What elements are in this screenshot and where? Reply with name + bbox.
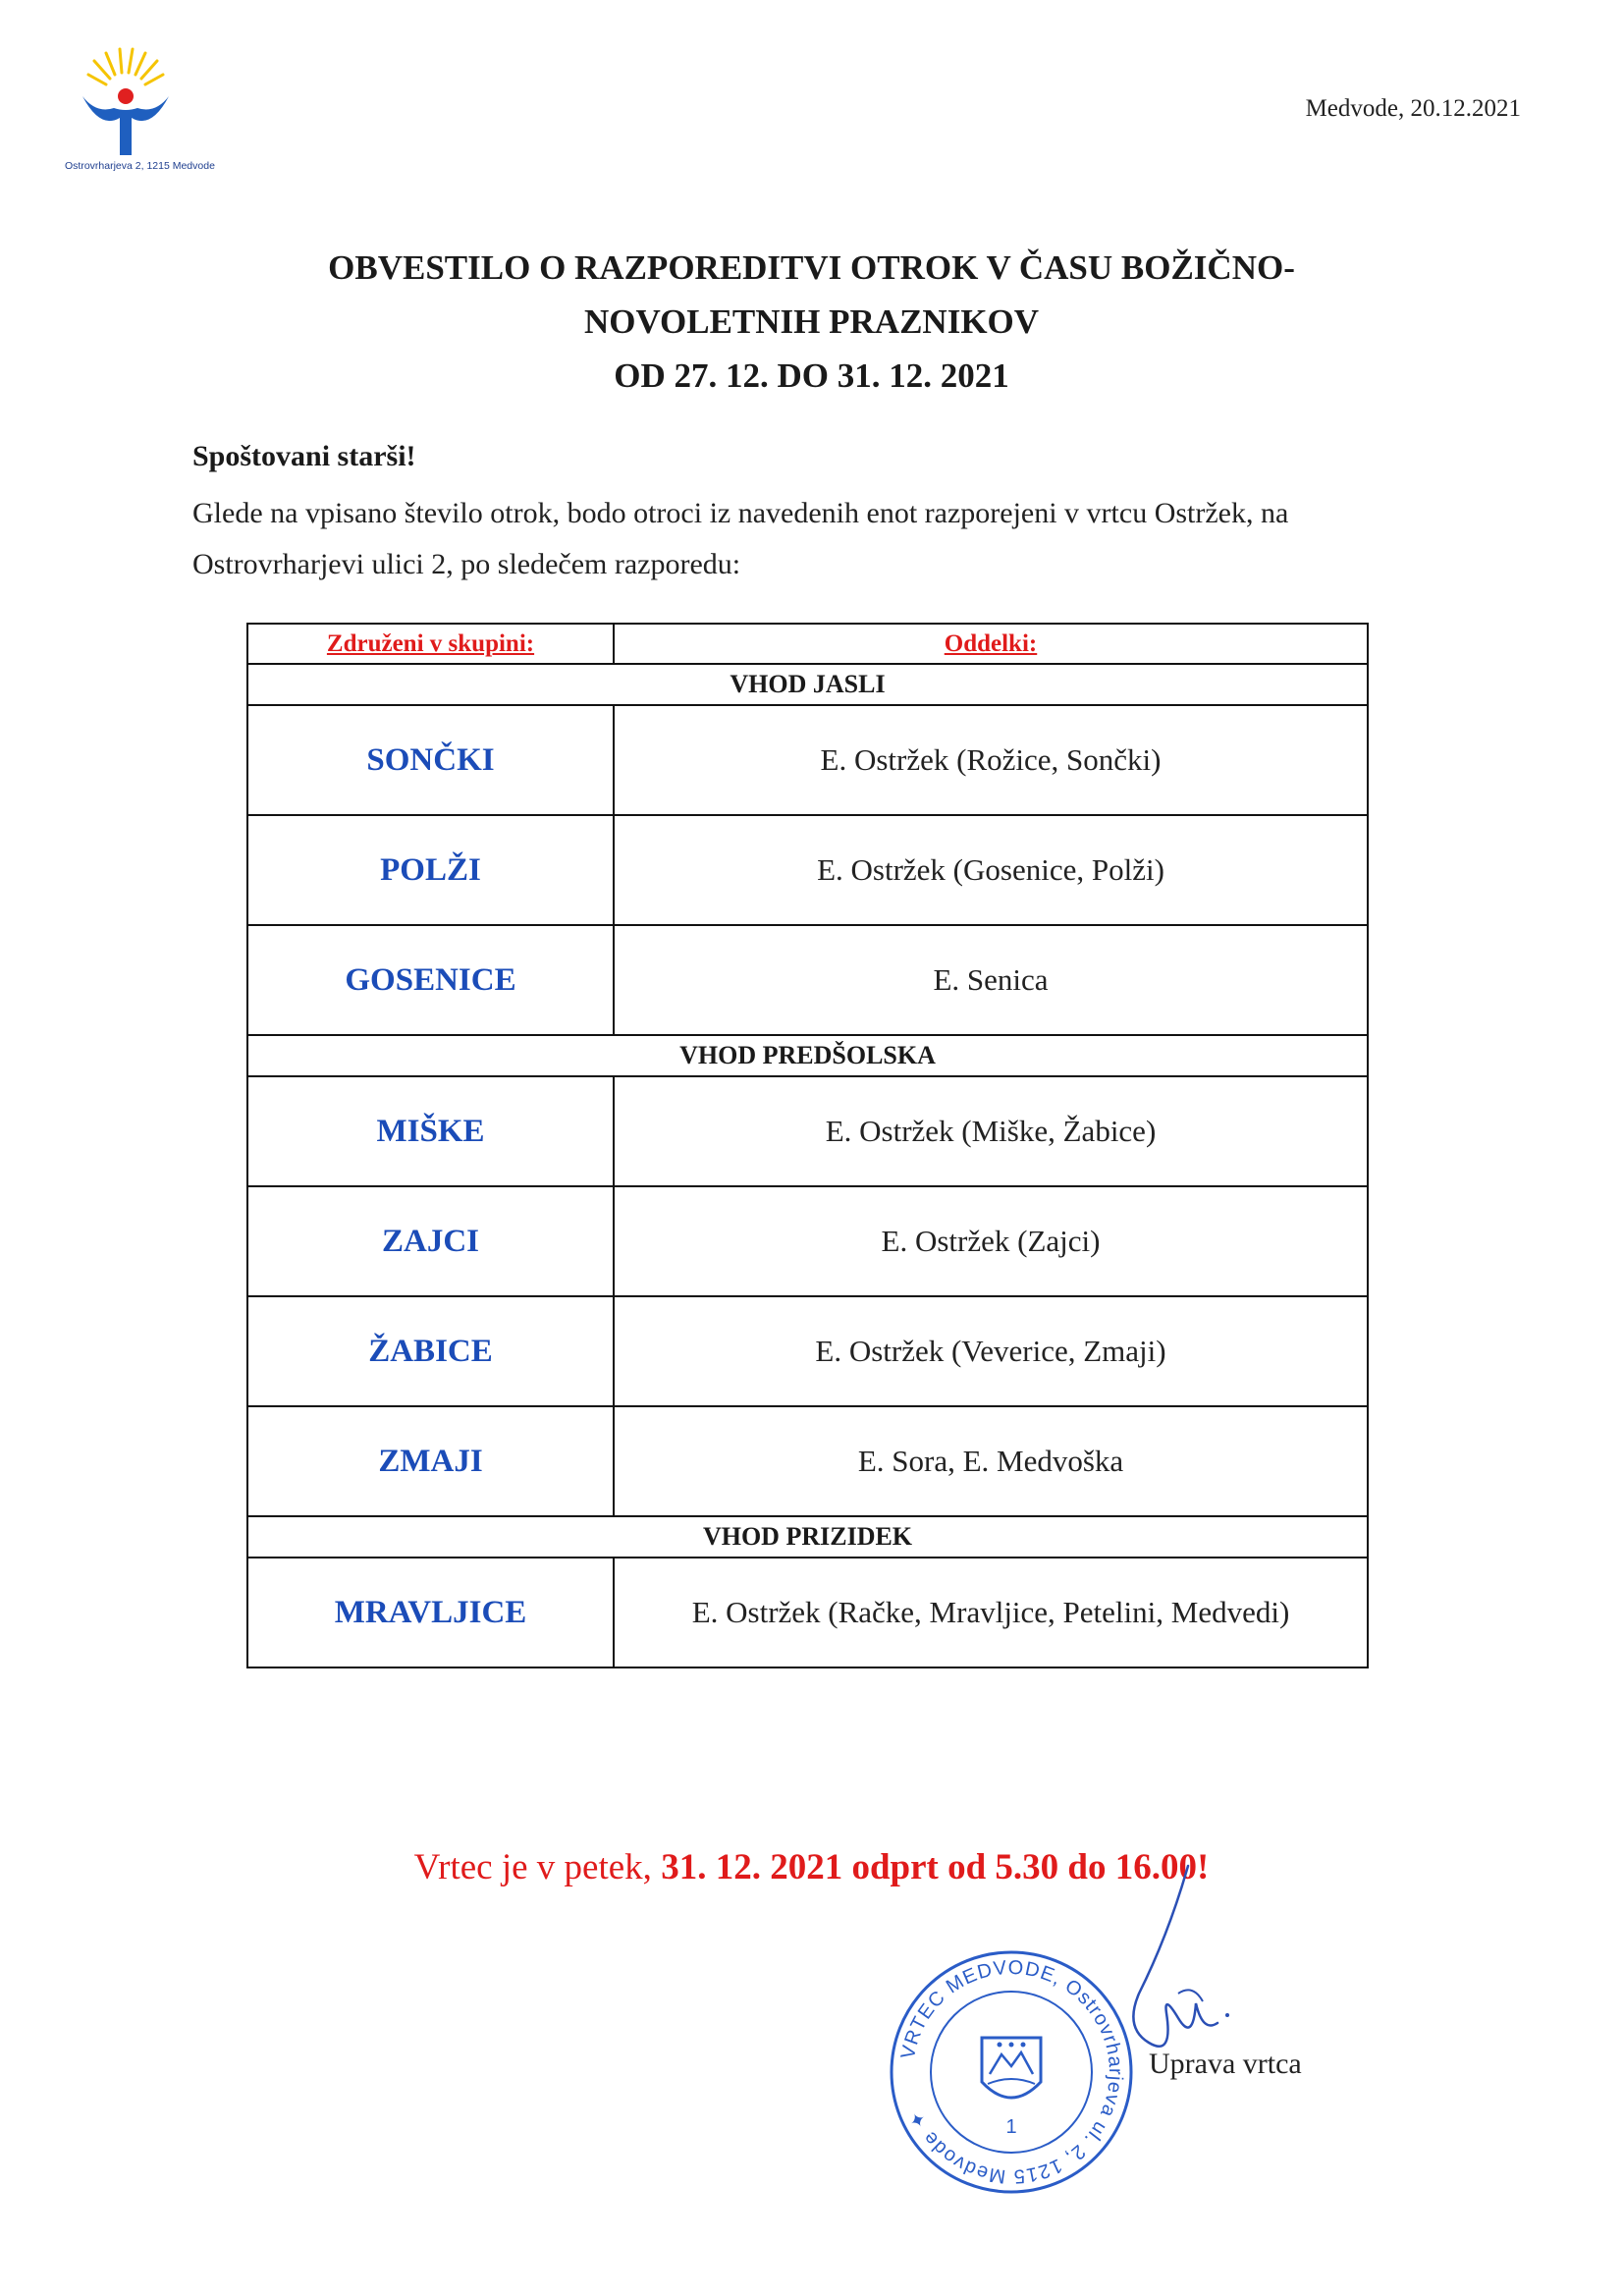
logo-address: Ostrovrharjeva 2, 1215 Medvode [65,160,215,172]
notice-prefix: Vrtec je v petek, [413,1847,662,1887]
group-name: SONČKI [247,705,614,815]
unit-list: E. Senica [614,925,1368,1035]
group-name: ZMAJI [247,1406,614,1516]
table-row [247,705,1368,815]
greeting: Spoštovani starši! [192,440,416,472]
unit-list: E. Ostržek (Račke, Mravljice, Petelini, Medvedi) [614,1558,1368,1667]
section-row [247,1035,1368,1076]
table-row [247,1186,1368,1296]
section-row [247,664,1368,705]
unit-list: E. Ostržek (Veverice, Zmaji) [614,1296,1368,1406]
section-name: VHOD PRIZIDEK [247,1516,1368,1558]
header-groups: Združeni v skupini: [247,624,614,664]
svg-text:VRTEC MEDVODE, Ostrovrharjeva: VRTEC MEDVODE, Ostrovrharjeva ul. 2, 1215 Medvode ✦ [896,1956,1127,2188]
group-name: MRAVLJICE [247,1558,614,1667]
unit-list: E. Sora, E. Medvoška [614,1406,1368,1516]
schedule-table [246,623,1369,1668]
unit-list: E. Ostržek (Gosenice, Polži) [614,815,1368,925]
table-row [247,815,1368,925]
section-name: VHOD JASLI [247,664,1368,705]
intro-paragraph: Glede na vpisano število otrok, bodo otroci iz navedenih enot razporejeni v vrtcu Ostržek, na Ostrovrharjevi ulici 2, po sledečem razporedu: [192,497,1289,580]
table-row [247,1406,1368,1516]
section-name: VHOD PREDŠOLSKA [247,1035,1368,1076]
document-title [0,241,1623,403]
unit-list: E. Ostržek (Miške, Žabice) [614,1076,1368,1186]
signature-label: Uprava vrtca [1149,2048,1302,2080]
stamp-number: 1 [1005,2116,1017,2138]
group-name: POLŽI [247,815,614,925]
table-row [247,925,1368,1035]
table-row [247,1076,1368,1186]
notice-hours: 31. 12. 2021 odprt od 5.30 do 16.00! [661,1847,1210,1887]
group-name: ZAJCI [247,1186,614,1296]
table-row [247,1558,1368,1667]
coat-of-arms-icon [982,2038,1041,2098]
opening-notice [0,1846,1623,1888]
head-dot-icon [118,88,134,104]
child-figure-icon [82,96,169,155]
group-name: MIŠKE [247,1076,614,1186]
title-line-3: OD 27. 12. DO 31. 12. 2021 [614,356,1009,395]
document-date: Medvode, 20.12.2021 [1305,95,1521,122]
table-row [247,1296,1368,1406]
unit-list: E. Ostržek (Zajci) [614,1186,1368,1296]
header-units: Oddelki: [614,624,1368,664]
unit-list: E. Ostržek (Rožice, Sončki) [614,705,1368,815]
section-row [247,1516,1368,1558]
group-name: ŽABICE [247,1296,614,1406]
sun-rays-icon [88,49,163,84]
group-name: GOSENICE [247,925,614,1035]
title-line-1: OBVESTILO O RAZPOREDITVI OTROK V ČASU BOŽIČNO- [328,248,1295,287]
table-header-row [247,624,1368,664]
title-line-2: NOVOLETNIH PRAZNIKOV [583,302,1040,341]
